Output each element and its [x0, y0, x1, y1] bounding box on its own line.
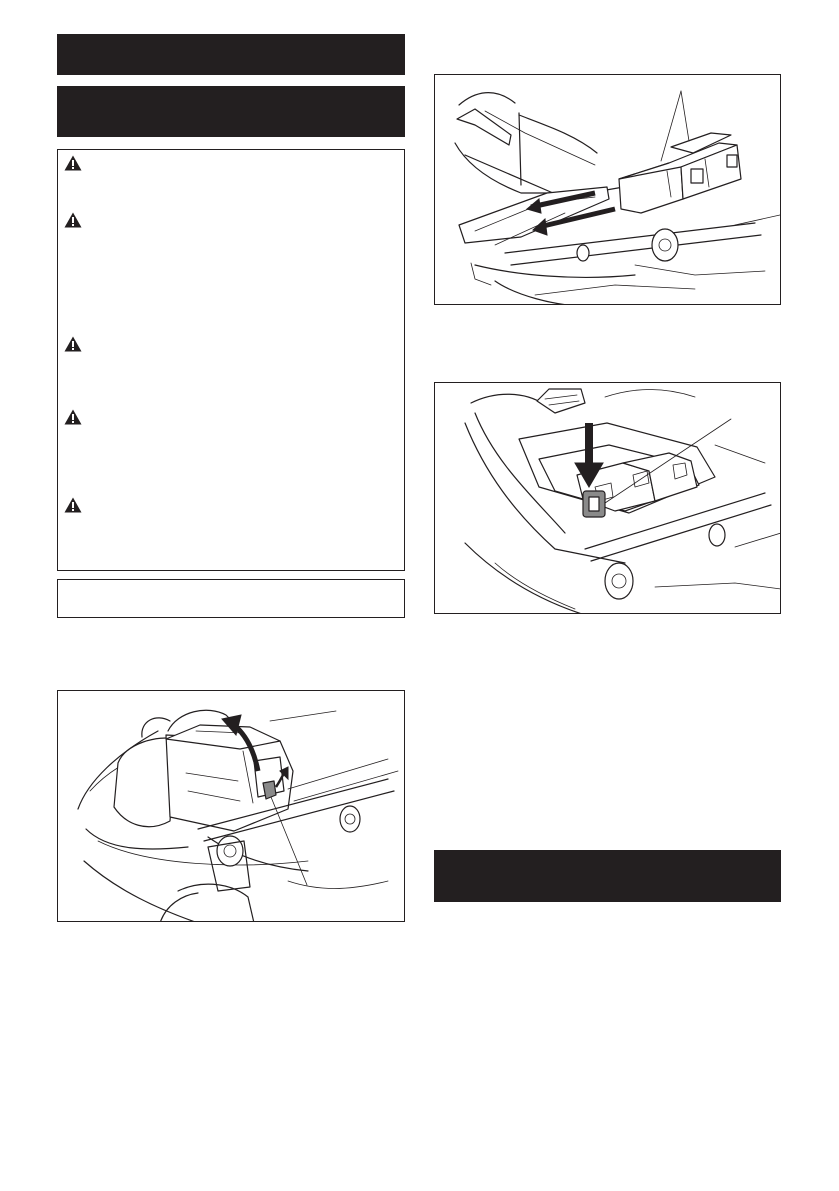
warning-triangle-icon	[64, 155, 82, 171]
note-box	[57, 579, 405, 618]
figure-press-latch	[434, 382, 781, 614]
warning-triangle-icon	[64, 409, 82, 425]
warning-triangle-icon	[64, 497, 82, 513]
figure-open-battery-cover	[57, 690, 405, 922]
warning-box	[57, 149, 405, 571]
section-header-bar	[434, 850, 781, 902]
subsection-header-bar	[57, 86, 405, 137]
warning-triangle-icon	[64, 336, 82, 352]
figure-insert-batteries	[434, 74, 781, 305]
warning-triangle-icon	[64, 212, 82, 228]
section-header-bar	[57, 34, 405, 75]
